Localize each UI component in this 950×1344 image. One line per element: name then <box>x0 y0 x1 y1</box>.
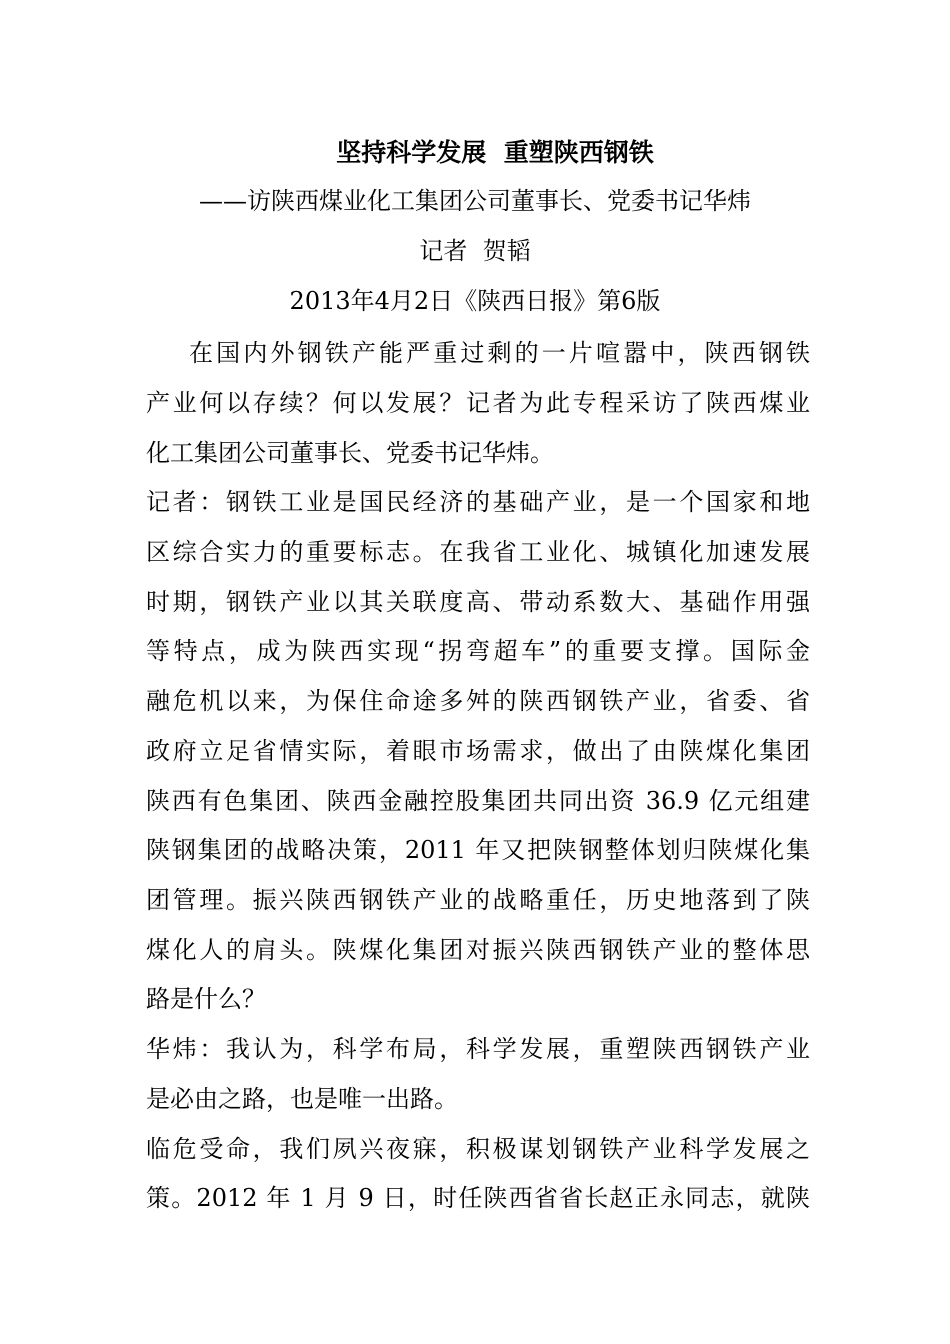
body-line: 陕钢集团的战略决策，2011 年又把陕钢整体划归陕煤化集 <box>146 836 810 864</box>
article-subtitle: ——访陕西煤业化工集团公司董事长、党委书记华炜 <box>199 187 751 215</box>
body-line: 煤化人的肩头。陕煤化集团对振兴陕西钢铁产业的整体思 <box>146 936 810 964</box>
body-line: 临危受命，我们夙兴夜寐，积极谋划钢铁产业科学发展之 <box>146 1135 810 1163</box>
body-line: 化工集团公司董事长、党委书记华炜。 <box>146 439 554 467</box>
body-line: 等特点，成为陕西实现“拐弯超车”的重要支撑。国际金 <box>146 637 810 665</box>
reporter-byline: 记者 贺韬 <box>419 237 531 265</box>
body-line: 团管理。振兴陕西钢铁产业的战略重任，历史地落到了陕 <box>146 886 810 914</box>
body-line: 融危机以来，为保住命途多舛的陕西钢铁产业，省委、省 <box>146 687 810 715</box>
body-line: 记者：钢铁工业是国民经济的基础产业，是一个国家和地 <box>146 488 810 516</box>
body-line: 产业何以存续？何以发展？记者为此专程采访了陕西煤业 <box>146 389 810 417</box>
article-title: 坚持科学发展 重塑陕西钢铁 <box>336 138 654 167</box>
body-line: 策。2012 年 1 月 9 日，时任陕西省省长赵正永同志，就陕 <box>146 1184 810 1212</box>
body-line: 政府立足省情实际，着眼市场需求，做出了由陕煤化集团 <box>146 737 810 765</box>
body-line: 华炜：我认为，科学布局，科学发展，重塑陕西钢铁产业 <box>146 1035 810 1063</box>
body-line: 路是什么？ <box>146 985 266 1013</box>
body-line: 陕西有色集团、陕西金融控股集团共同出资 36.9 亿元组建 <box>146 787 810 815</box>
body-line: 区综合实力的重要标志。在我省工业化、城镇化加速发展 <box>146 538 810 566</box>
body-line: 是必由之路，也是唯一出路。 <box>146 1085 458 1113</box>
body-line: 在国内外钢铁产能严重过剩的一片喧嚣中，陕西钢铁 <box>146 339 810 367</box>
body-line: 时期，钢铁产业以其关联度高、带动系数大、基础作用强 <box>146 588 810 616</box>
publication-source: 2013年4月2日《陕西日报》第6版 <box>289 287 661 315</box>
